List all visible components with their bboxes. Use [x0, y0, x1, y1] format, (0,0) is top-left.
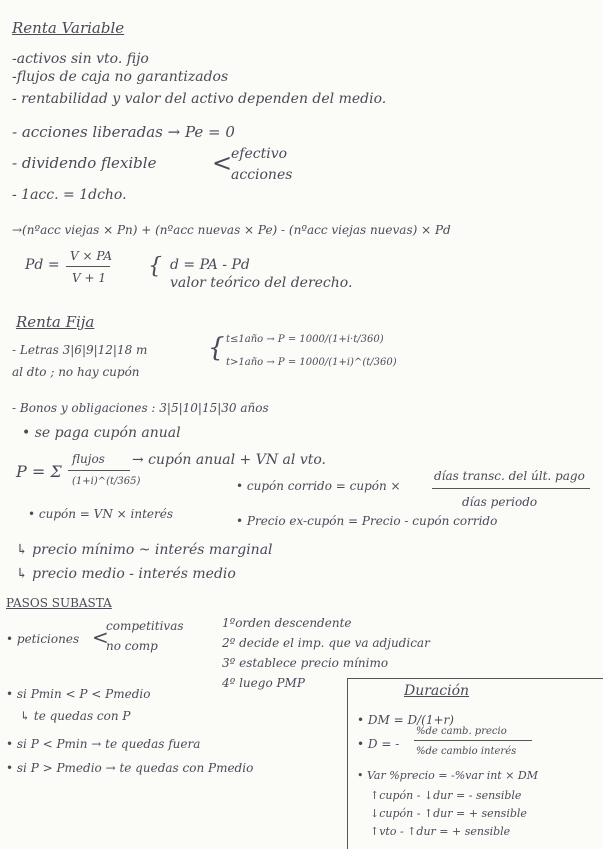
rf-t-le-1: t≤1año → P = 1000/(1+i·t/360) — [226, 334, 384, 345]
duracion-title: Duración — [404, 683, 470, 699]
brace-left-icon: { — [148, 254, 162, 279]
d-line-2: valor teórico del derecho. — [170, 275, 353, 291]
duracion-box — [347, 678, 603, 849]
peticion-type-1: competitivas — [106, 619, 184, 633]
rv-line-4: - acciones liberadas → Pe = 0 — [12, 123, 235, 141]
precio-medio: ↳ precio medio - interés medio — [16, 566, 236, 582]
pd-denominator: V + 1 — [72, 271, 106, 285]
dividendo-option-1: efectivo — [231, 146, 288, 162]
subasta-case-1: • si Pmin < P < Pmedio — [6, 687, 151, 701]
rf-letras: - Letras 3|6|9|12|18 m — [12, 343, 148, 357]
rv-line-6: - 1acc. = 1dcho. — [12, 187, 127, 203]
subasta-step-1: 1ºorden descendente — [222, 616, 352, 630]
pd-fraction-bar — [66, 266, 110, 267]
duracion-dm: • DM = D/(1+r) — [357, 713, 454, 727]
brace-left-icon: < — [92, 625, 109, 649]
rv-formula-line: →(nºacc viejas × Pn) + (nºacc nuevas × Pe) - (nºacc viejas nuevas) × Pd — [12, 223, 451, 237]
duracion-rule-1: ↑cupón - ↓dur = - sensible — [370, 789, 522, 802]
duracion-d-label: • D = - — [357, 737, 400, 751]
p-formula-rest: → cupón anual + VN al vto. — [132, 452, 326, 468]
pd-label: Pd = — [25, 257, 60, 273]
rf-al-dto: al dto ; no hay cupón — [12, 365, 140, 379]
renta-variable-title: Renta Variable — [12, 19, 125, 37]
subasta-step-2: 2º decide el imp. que va adjudicar — [222, 636, 430, 650]
duracion-d-numerator: %de camb. precio — [416, 726, 507, 737]
rv-line-2: -flujos de caja no garantizados — [12, 69, 229, 85]
renta-fija-title: Renta Fija — [16, 313, 95, 331]
peticion-type-2: no comp — [106, 639, 158, 653]
rf-bonos: - Bonos y obligaciones : 3|5|10|15|30 años — [12, 401, 269, 415]
duracion-d-denominator: %de cambio interés — [416, 746, 517, 757]
rv-line-1: -activos sin vto. fijo — [12, 51, 149, 67]
subasta-case-2: ↳ te quedas con P — [20, 709, 131, 723]
rf-t-gt-1: t>1año → P = 1000/(1+i)^(t/360) — [226, 357, 397, 368]
subasta-step-3: 3º establece precio mínimo — [222, 656, 389, 670]
pasos-subasta-title: PASOS SUBASTA — [6, 596, 112, 610]
ex-cupon: • Precio ex-cupón = Precio - cupón corrido — [236, 514, 498, 528]
d-line-1: d = PA - Pd — [170, 257, 250, 273]
cupon-corrido-numerator: días transc. del últ. pago — [434, 469, 585, 483]
cupon-corrido-label: • cupón corrido = cupón × — [236, 479, 401, 493]
cupon-corrido-fraction-bar — [432, 488, 590, 489]
p-formula-label: P = Σ — [16, 462, 62, 481]
duracion-d-fraction-bar — [414, 740, 532, 741]
cupon-def: • cupón = VN × interés — [28, 507, 173, 521]
duracion-rule-3: ↑vto - ↑dur = + sensible — [370, 825, 511, 838]
subasta-step-4: 4º luego PMP — [222, 676, 305, 690]
subasta-case-3: • si P < Pmin → te quedas fuera — [6, 737, 201, 751]
p-formula-fraction-bar — [68, 470, 130, 471]
rv-line-3: - rentabilidad y valor del activo dependen del medio. — [12, 91, 387, 107]
duracion-rule-2: ↓cupón - ↑dur = + sensible — [370, 807, 527, 820]
cupon-corrido-denominator: días periodo — [462, 495, 538, 509]
brace-left-icon: { — [208, 333, 225, 363]
p-formula-numerator: flujos — [72, 452, 105, 466]
duracion-var-precio: • Var %precio = -%var int × DM — [357, 769, 539, 782]
rf-cupon-anual: • se paga cupón anual — [22, 425, 181, 441]
rv-line-5: - dividendo flexible — [12, 154, 157, 172]
dividendo-option-2: acciones — [231, 167, 293, 183]
p-formula-denominator: (1+i)^(t/365) — [72, 476, 141, 487]
peticiones-label: • peticiones — [6, 632, 80, 646]
precio-minimo: ↳ precio mínimo ~ interés marginal — [16, 542, 273, 558]
pd-numerator: V × PA — [70, 249, 112, 263]
subasta-case-4: • si P > Pmedio → te quedas con Pmedio — [6, 761, 254, 775]
brace-left-icon: < — [212, 149, 233, 177]
